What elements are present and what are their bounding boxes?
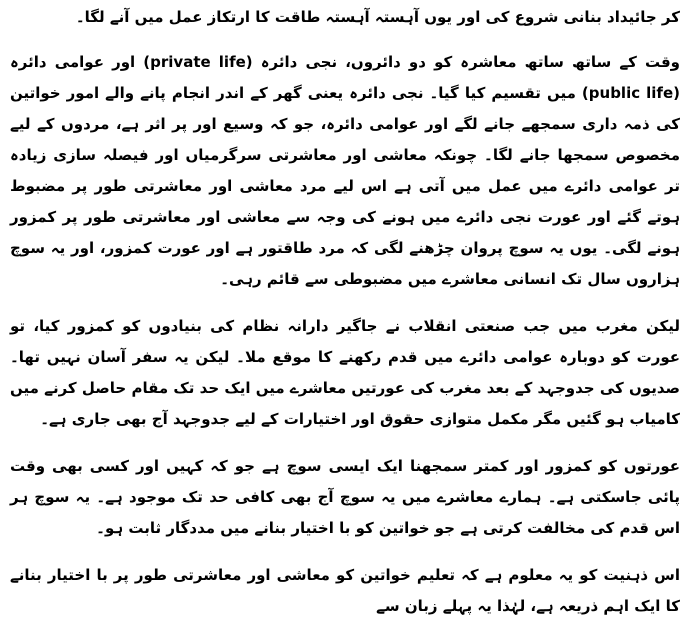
paragraph-1: کر جائیداد بنانی شروع کی اور یوں آہستہ آہستہ طاقت کا ارتکاز عمل میں آنے لگا۔: [75, 8, 680, 26]
paragraph-5: اس ذہنیت کو یہ معلوم ہے کہ تعلیم خواتین کو معاشی اور معاشرتی طور پر با اختیار بنانے کا ایک اہم ذریعہ ہے، لہٰذا یہ پہلے زبان سے: [10, 566, 680, 615]
paragraph-3: لیکن مغرب میں جب صنعتی انقلاب نے جاگیر دارانہ نظام کی بنیادوں کو کمزور کیا، تو عورت کو دوبارہ عوامی دائرے میں قدم رکھنے کا موقع ملا۔ لیکن یہ سفر آسان نہیں تھا۔ صدیوں کی جدوجہد کے بعد مغرب کی عورتیں معاشرے میں ایک حد تک مقام حاصل کرنے میں کامیاب ہو گئیں مگر مکمل متوازی حقوق اور اختیارات کے لیے جدوجہد آج بھی جاری ہے۔: [10, 317, 680, 428]
paragraph-4: عورتوں کو کمزور اور کمتر سمجھنا ایک ایسی سوچ ہے جو کہ کہیں اور کسی بھی وقت پائی جاسکتی ہے۔ ہمارے معاشرے میں یہ سوچ آج بھی کافی حد تک موجود ہے۔ یہ سوچ ہر اس قدم کی مخالفت کرتی ہے جو خواتین کو با اختیار بنانے میں مددگار ثابت ہو۔: [10, 457, 680, 537]
paragraph-2: وقت کے ساتھ ساتھ معاشرہ کو دو دائروں، نجی دائرہ (private life) اور عوامی دائرہ (public life) میں تقسیم کیا گیا۔ نجی دائرہ یعنی گھر کے اندر انجام پانے والے امور خواتین کی ذمہ داری سمجھے جانے لگے اور عوامی دائرہ، جو کہ وسیع اور پر اثر ہے، مردوں کے لیے مخصوص سمجھا جانے لگا۔ چونکہ معاشی اور معاشرتی سرگرمیاں اور فیصلہ سازی زیادہ تر عوامی دائرے میں عمل میں آتی ہے اس لیے مرد معاشی اور معاشرتی طور پر مضبوط ہوتے گئے اور عورت نجی دائرے میں ہونے کی وجہ سے معاشی اور معاشرتی طور پر کمزور ہونے لگی۔ یوں یہ سوچ پروان چڑھنے لگی کہ مرد طاقتور ہے اور عورت کمزور، اور یہ سوچ ہزاروں سال تک انسانی معاشرے میں مضبوطی سے قائم رہی۔: [10, 53, 680, 288]
